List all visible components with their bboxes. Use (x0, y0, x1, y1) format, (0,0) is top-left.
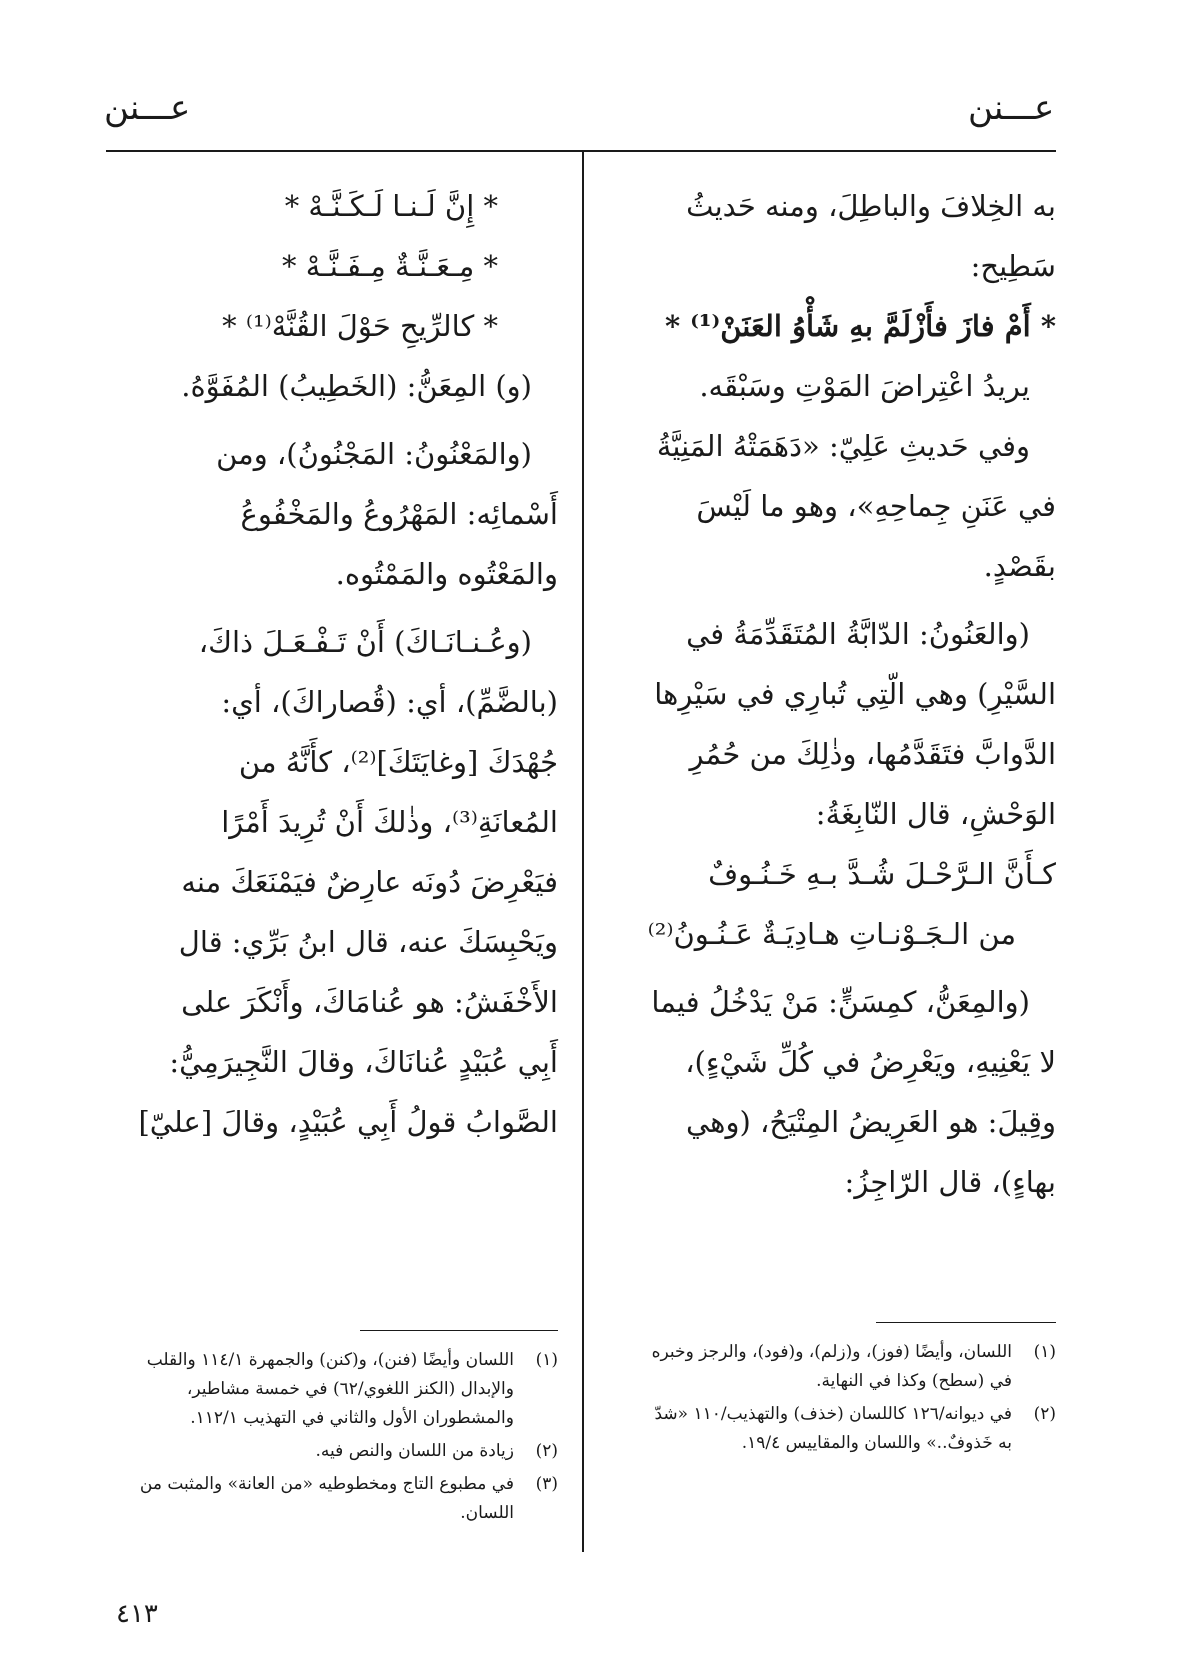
left-line: (بالضَّمِّ)، أي: (قُصاراكَ)، أي: (221, 685, 558, 719)
footnote-text: اللسان، وأيضًا (فوز)، و(زلم)، و(فود)، والرجز وخبره في (سطح) وكذا في النهاية. (651, 1342, 1012, 1391)
footnote-rule-left (360, 1330, 558, 1331)
footnote-text: اللسان وأيضًا (فنن)، و(كنن) والجمهرة ١١٤/١ والقلب والإبدال (الكنز اللغوي/٦٢) في خمسة مشاطير، والمشطوران الأول والثاني في التهذيب ١١٢/١. (146, 1350, 514, 1428)
footnote (640, 1338, 1056, 1396)
footnote-text: زيادة من اللسان والنص فيه. (315, 1441, 514, 1461)
footnote (640, 1400, 1056, 1458)
right-column (610, 176, 1056, 1212)
right-line: به الخِلافَ والباطِلَ، ومنه حَديثُ (686, 189, 1056, 223)
right-line: يريدُ اعْتِراضَ المَوْتِ وسَبْقَه. (699, 369, 1030, 403)
left-column (110, 176, 558, 1152)
footnote (110, 1437, 558, 1466)
footnote-rule-right (876, 1322, 1056, 1323)
right-line: في عَنَنِ جِماحِهِ»، وهو ما لَيْسَ (696, 489, 1056, 523)
right-line: لا يَعْنِيهِ، ويَعْرِضُ في كُلِّ شَيْءٍ)، (685, 1045, 1056, 1079)
left-line: أَسْمائِه: المَهْرُوعُ والمَخْفُوعُ (240, 497, 558, 531)
footnote-number: (٢) (535, 1441, 558, 1461)
right-line: الوَحْشِ، قال النّابِغَةُ: (815, 797, 1056, 831)
left-line: (والمَعْنُونُ: المَجْنُونُ)، ومن (216, 437, 532, 471)
footnote (110, 1470, 558, 1528)
left-line: المُعانَةِ⁽³⁾، وذٰلكَ أَنْ تُرِيدَ أَمْرًا (221, 805, 558, 839)
left-line: أَبِي عُبَيْدٍ عُنانَاكَ، وقالَ النَّجِيرَمِيُّ: (169, 1045, 558, 1079)
right-verse: من الـجَـوْنـاتِ هـادِيَـةٌ عَـنُـونُ⁽²⁾ (647, 917, 1016, 951)
left-verse: * كالرِّيحِ حَوْلَ القُنَّهْ⁽¹⁾ * (222, 309, 498, 343)
right-line: (والعَنُونُ: الدّابَّةُ المُتَقَدِّمَةُ في (686, 617, 1030, 651)
footnote-text: في ديوانه/١٢٦ كاللسان (خذف) والتهذيب/١١٠ «شدّ به خَذوفٌ..» واللسان والمقاييس ١٩/٤. (654, 1404, 1012, 1453)
footnotes-right (640, 1338, 1056, 1462)
header-rule (106, 150, 1056, 152)
footnotes-left (110, 1346, 558, 1532)
right-line: السَّيْرِ) وهي الّتِي تُبارِي في سَيْرِها (654, 677, 1056, 711)
left-line: جُهْدَكَ [وغايَتَكَ]⁽²⁾، كأَنَّهُ من (238, 745, 558, 779)
column-divider (582, 152, 584, 1552)
footnote-number: (١) (1033, 1342, 1056, 1362)
right-line: وقِيلَ: هو العَرِيضُ المِتْيَحُ، (وهي (685, 1105, 1056, 1139)
left-line: ويَحْبِسَكَ عنه، قال ابنُ بَرِّي: قال (178, 925, 558, 959)
right-line: وفي حَديثِ عَلِيّ: «دَهَمَتْهُ المَنِيَّةُ (656, 429, 1030, 463)
right-verse: كـأَنَّ الـرَّحْـلَ شُـدَّ بـهِ خَـنُـوفٌ (708, 857, 1056, 891)
right-line: الدَّوابَّ فتَقَدَّمُها، وذٰلِكَ من حُمُرِ (689, 737, 1056, 771)
left-line: فيَعْرِضَ دُونَه عارِضٌ فيَمْنَعَكَ منه (181, 865, 558, 899)
left-line: الصَّوابُ قولُ أَبِي عُبَيْدٍ، وقالَ [عليّ] (138, 1105, 558, 1139)
left-line: (و) المِعَنُّ: (الخَطِيبُ) المُفَوَّهُ. (181, 369, 532, 403)
left-verse: * إِنَّ لَـنـا لَـكَـنَّـهْ * (284, 189, 498, 223)
running-header-left: عـــنن (104, 88, 191, 128)
page-number: ٤١٣ (116, 1599, 158, 1629)
right-line: سَطِيح: (970, 249, 1056, 283)
right-line: بقَصْدٍ. (983, 549, 1056, 583)
left-line: الأَخْفَشُ: هو عُنامَاكَ، وأَنْكَرَ على (181, 985, 558, 1019)
left-verse: * مِـعَـنَّـةٌ مِـفَـنَّـهْ * (282, 249, 498, 283)
right-line: بهاءٍ)، قال الرّاجِزُ: (844, 1165, 1056, 1199)
running-header-right: عـــنن (968, 88, 1055, 128)
right-verse: * أَمْ فازَ فأَزْلَمَّ بهِ شَأْوُ العَنَنْ⁽¹⁾ * (664, 309, 1056, 343)
right-line: (والمِعَنُّ، كمِسَنٍّ: مَنْ يَدْخُلُ فيما (651, 985, 1030, 1019)
left-line: (وعُـنـانَـاكَ) أَنْ تَـفْـعَـلَ ذاكَ، (198, 625, 532, 659)
left-line: والمَعْتُوه والمَمْتُوه. (335, 557, 558, 591)
footnote-text: في مطبوع التاج ومخطوطيه «من العانة» والمثبت من اللسان. (139, 1474, 514, 1523)
footnote-number: (٢) (1033, 1404, 1056, 1424)
footnote-number: (٣) (535, 1474, 558, 1494)
footnote-number: (١) (535, 1350, 558, 1370)
footnote (110, 1346, 558, 1433)
